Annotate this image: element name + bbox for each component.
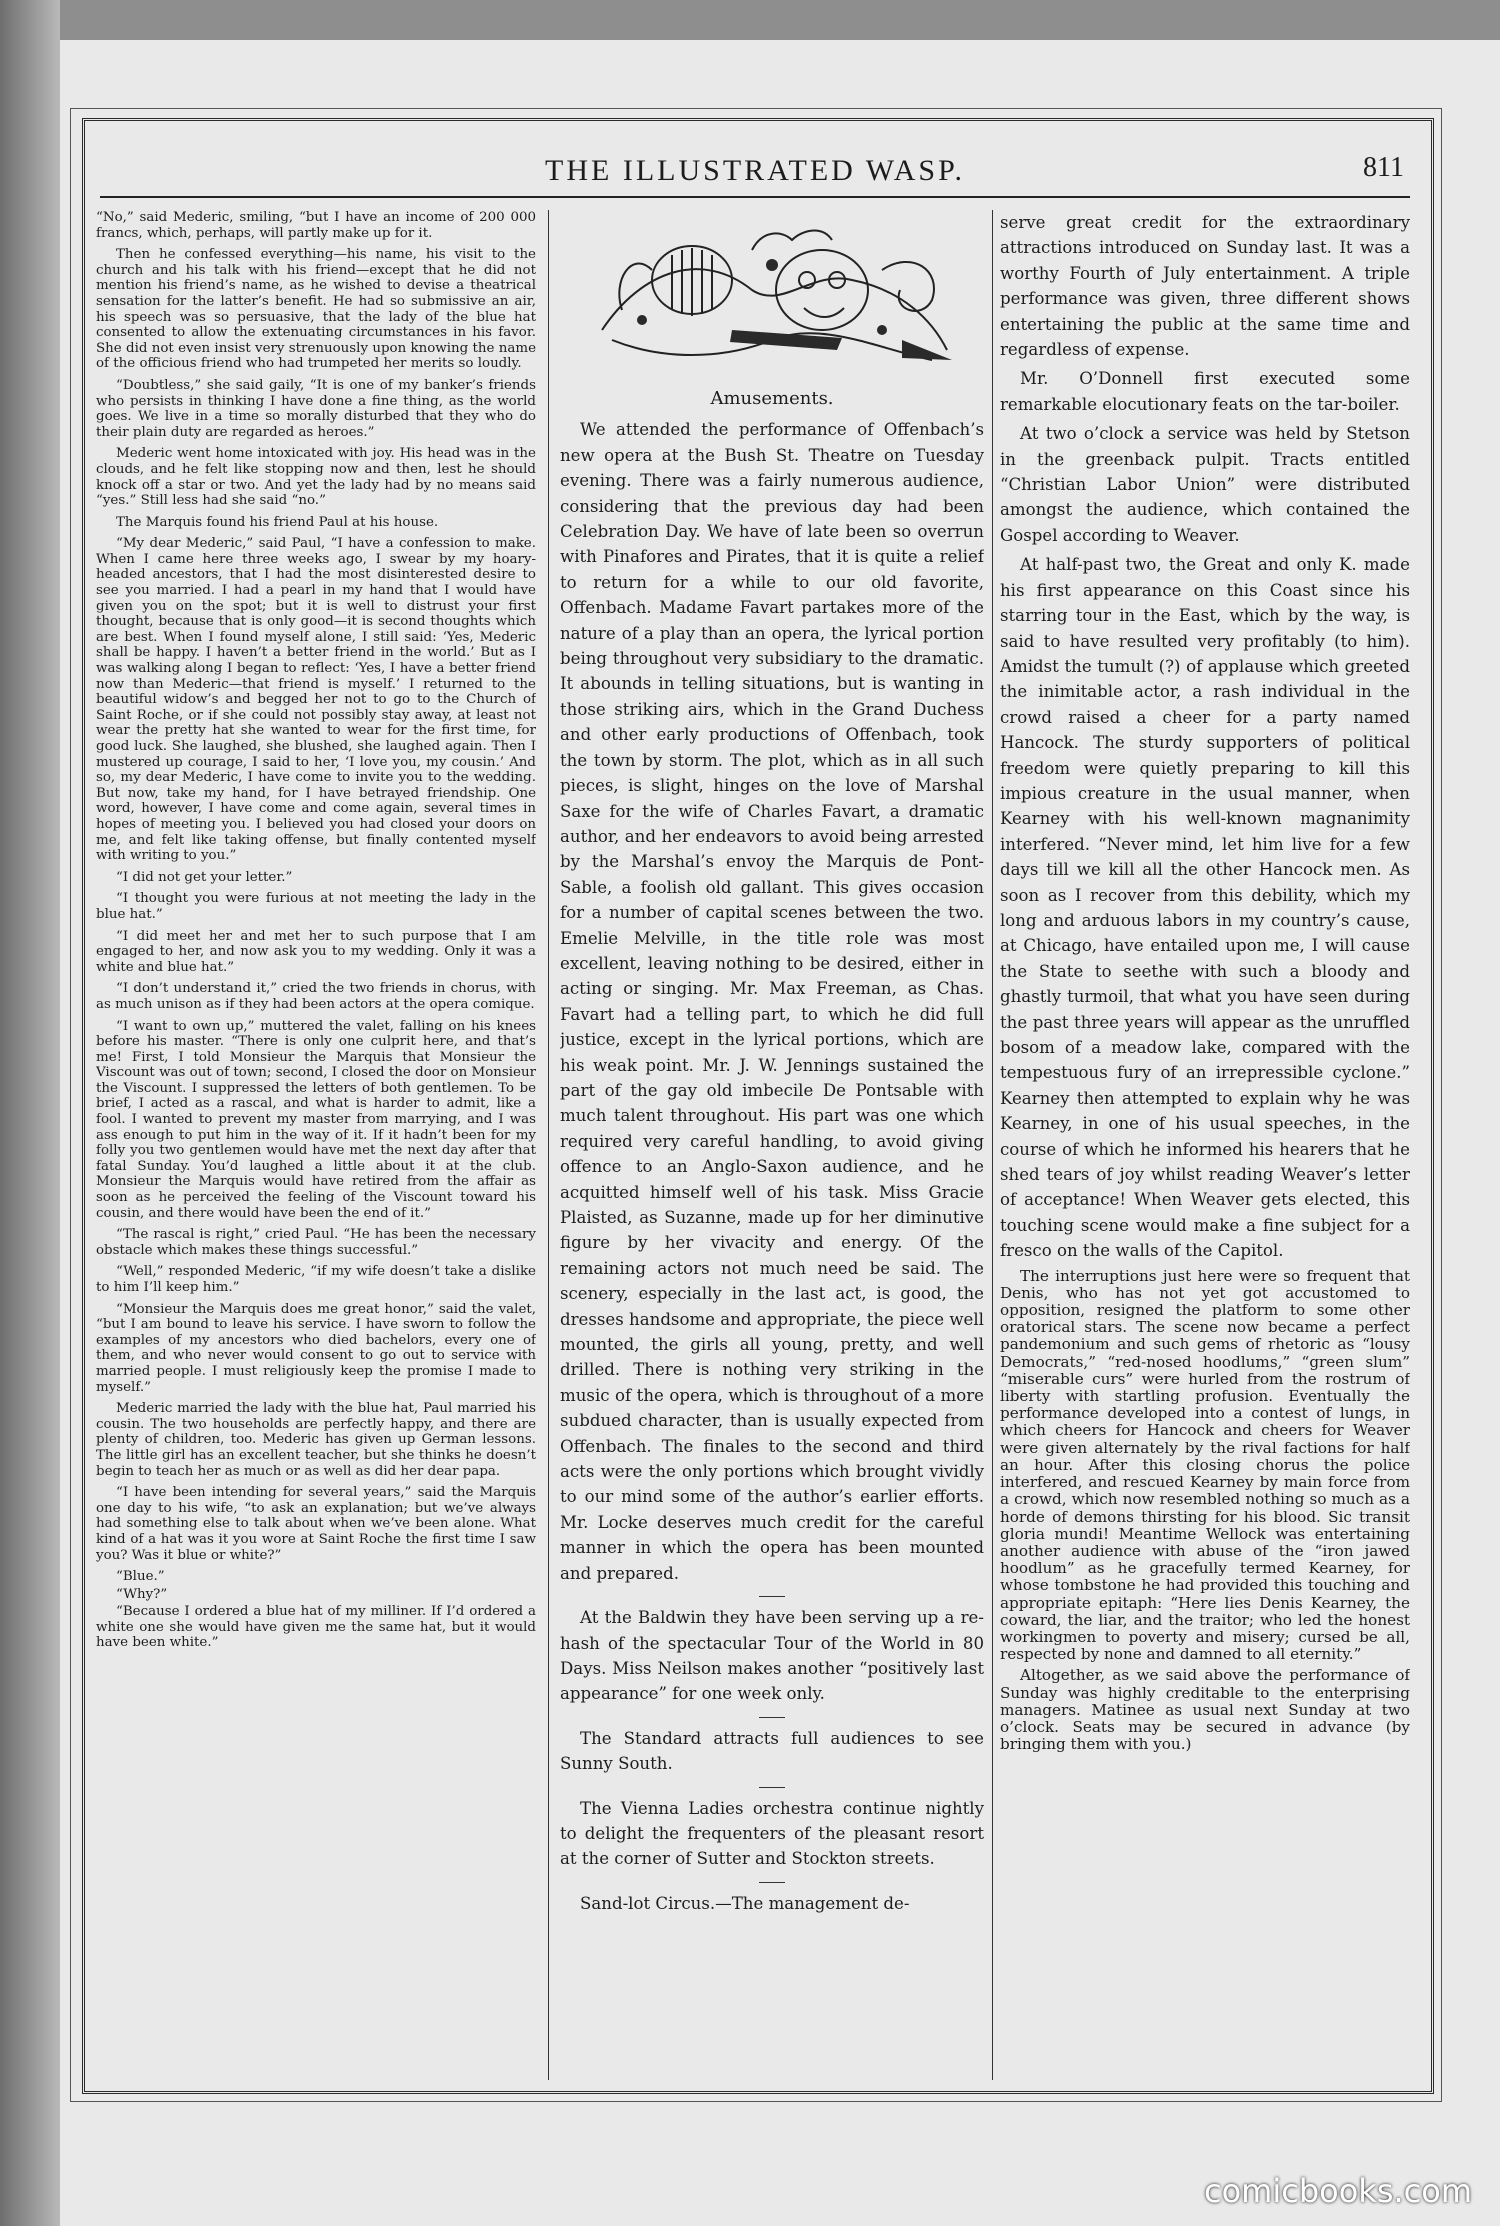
section-heading: Amusements.	[710, 388, 834, 409]
story-paragraph: “Blue.”	[116, 1569, 165, 1585]
story-column	[96, 210, 536, 2080]
story-paragraph: Mederic went home intoxicated with joy. His head was in the clouds, and he felt like stopping now and then, lest he should knock off a star or two. And yet the lady had by no means said “yes.” Still less had she said “no.”	[96, 446, 536, 509]
site-watermark: comicbooks.com	[1203, 2172, 1472, 2210]
story-paragraph: “Monsieur the Marquis does me great honor,” said the valet, “but I am bound to leave his service. I have sworn to follow the examples of my ancestors who died bachelors, every one of them, and who never would consent to go out to service with married people. I must religiously keep the promise I made to myself.”	[96, 1301, 536, 1395]
sandlot-paragraph: Mr. O’Donnell first executed some remarkable elocutionary feats on the tar-boiler.	[1000, 369, 1410, 414]
story-paragraph: “Well,” responded Mederic, “if my wife doesn’t take a dislike to him I’ll keep him.”	[96, 1264, 536, 1295]
sandlot-column	[1000, 210, 1410, 2080]
sandlot-paragraph: serve great credit for the extraordinary attractions introduced on Sunday last. It was a worthy Fourth of July entertainment. A triple performance was given, three different shows entertaining the public at the same time and regardless of expense.	[1000, 213, 1410, 360]
baldwin-paragraph: At the Baldwin they have been serving up a re-hash of the spectacular Tour of the World in 80 Days. Miss Neilson makes another “positively last appearance” for one week only.	[560, 1608, 984, 1704]
story-paragraph: “I did meet her and met her to such purpose that I am engaged to her, and now ask you to my wedding. Only it was a white and blue hat.”	[96, 928, 536, 975]
sandlot-paragraph: At half-past two, the Great and only K. made his first appearance on this Coast since his starring tour in the East, which by the way, is said to have resulted very profitably (to him). Amidst the tumult (?) of applause which greeted the inimitable actor, a rash individual in the crowd raised a cheer for a party named Hancock. The sturdy supporters of political freedom were quietly preparing to kill this impious creature in the usual manner, when Kearney with his well-known magnanimity interfered. “Never mind, let him live for a few days till we kill all the other Hancock men. As soon as I recover from this debility, which my long and arduous labors in my country’s cause, at Chicago, have entailed upon me, I will cause the State to seethe with such a bloody and ghastly turmoil, that what you have seen during the past three years will appear as the unruffled bosom of a meadow lake, compared with the tempestuous fury of an irrepressible cyclone.” Kearney then attempted to explain why he was Kearney, in one of his usual speeches, in the course of which he informed his hearers that he shed tears of joy whilst reading Weaver’s letter of acceptance! When Weaver gets elected, this touching scene would make a fine subject for a fresco on the walls of the Capitol.	[1000, 555, 1410, 1261]
standard-paragraph: The Standard attracts full audiences to see Sunny South.	[560, 1728, 984, 1774]
decorative-vignette	[582, 210, 962, 380]
section-separator	[759, 1787, 785, 1788]
publication-title: THE ILLUSTRATED WASP.	[545, 154, 965, 187]
story-paragraph: The Marquis found his friend Paul at his house.	[116, 514, 439, 530]
section-separator	[759, 1717, 785, 1718]
story-paragraph: Then he confessed everything—his name, his visit to the church and his talk with his friend—except that he did not mention his friend’s name, as he wished to devise a theatrical sensation for the latter’s benefit. He had so submissive an air, his speech was so persuasive, that the lady of the blue hat consented to allow the extenuating circumstances in his favor. She did not even insist very strenuously upon knowing the name of the officious friend who had trumpeted her merits so loudly.	[96, 247, 536, 372]
sandlot-lead: Sand-lot Circus.—The management de-	[580, 1893, 910, 1913]
sandlot-paragraph: At two o’clock a service was held by Stetson in the greenback pulpit. Tracts entitled “Christian Labor Union” were distributed amongst the audience, which contained the Gospel according to Weaver.	[1000, 424, 1410, 545]
amusements-column	[560, 210, 984, 2080]
story-paragraph: “I did not get your letter.”	[116, 869, 293, 885]
story-paragraph: Mederic married the lady with the blue hat, Paul married his cousin. The two households are perfectly happy, and there are plenty of children, too. Mederic has given up German lessons. The little girl has an excellent teacher, but she thinks he doesn’t begin to teach her as much or as well as did her dear papa.	[96, 1401, 536, 1479]
review-paragraph: We attended the performance of Offenbach’s new opera at the Bush St. Theatre on Tuesday evening. There was a fairly numerous audience, considering that the previous day had been Celebration Day. We have of late been so overrun with Pinafores and Pirates, that it is quite a relief to return for a while to our old favorite, Offenbach. Madame Favart partakes more of the nature of a play than an opera, the lyrical portion being throughout very subsidiary to the dramatic. It abounds in telling situations, but is wanting in those striking airs, which in the Grand Duchess and other early productions of Offenbach, took the town by storm. The plot, which as in all such pieces, is slight, hinges on the love of Marshal Saxe for the wife of Charles Favart, a dramatic author, and her endeavors to avoid being arrested by the Marshal’s envoy the Marquis de Pont-Sable, a foolish old gallant. This gives occasion for a number of capital scenes between the two. Emelie Melville, in the title role was most excellent, leaving nothing to be desired, either in acting or singing. Mr. Max Freeman, as Chas. Favart had a telling part, to which he did full justice, except in the lyrical portions, which are his weak point. Mr. J. W. Jennings sustained the part of the gay old imbecile De Pontsable with much talent throughout. His part was one which required very careful handling, to avoid giving offence to an Anglo-Saxon audience, and he acquitted himself well of his task. Miss Gracie Plaisted, as Suzanne, made up for her diminutive figure by her vivacity and energy. Of the remaining actors not much need be said. The scenery, especially in the last act, is good, the dresses handsome and appropriate, the piece well mounted, the girls all young, pretty, and well drilled. There is nothing very striking in the music of the opera, which is throughout of a more subdued character, than is usually expected from Offenbach. The finales to the second and third acts were the only portions which brought vividly to our mind some of the author’s earlier efforts. Mr. Locke deserves much credit for the careful manner in which the opera has been mounted and prepared.	[560, 420, 984, 1583]
section-separator	[759, 1596, 785, 1597]
story-paragraph: “I have been intending for several years,” said the Marquis one day to his wife, “to ask an explanation; but we’ve always had something else to talk about when we’ve been alone. What kind of a hat was it you wore at Saint Roche the first time I saw you? Was it blue or white?”	[96, 1485, 536, 1563]
story-paragraph: “Because I ordered a blue hat of my milliner. If I’d ordered a white one she would have given me the same hat, but it would have been white.”	[96, 1604, 536, 1651]
story-paragraph: “No,” said Mederic, smiling, “but I have an income of 200 000 francs, which, perhaps, will partly make up for it.	[96, 210, 536, 241]
binding-shadow	[0, 0, 60, 2226]
column-rule	[992, 210, 993, 2080]
masthead	[100, 150, 1410, 198]
column-rule	[548, 210, 549, 2080]
page-number: 811	[1363, 152, 1404, 183]
story-paragraph: “My dear Mederic,” said Paul, “I have a confession to make. When I came here three weeks ago, I swear by my hoary-headed ancestors, that I had the most disinterested desire to see you married. I had a pearl in my hand that I would have given you on the spot; but it is well to distrust your first thought, because that is only good—it is second thoughts which are best. When I found myself alone, I still said: ‘Yes, Mederic shall be happy. I haven’t a better friend in the world.’ But as I was walking along I began to reflect: ‘Yes, I have a better friend now than Mederic—that friend is myself.’ I returned to the beautiful widow’s and begged her not to go to the Church of Saint Roche, or if she could not possibly stay away, at least not wear the pretty hat she wanted to wear for the first time, for good luck. She laughed, she blushed, she laughed again. Then I mustered up courage, I said to her, ‘I love you, my cousin.’ And so, my dear Mederic, I have come to invite you to the wedding. But now, take my hand, for I have betrayed friendship. One word, however, I have come and come again, several times in hopes of meeting you. I believed you had closed your doors on me, and felt like taking offense, but finally contented myself with writing to you.”	[96, 536, 536, 864]
sandlot-paragraph: Altogether, as we said above the performance of Sunday was highly creditable to the enterprising managers. Matinee as usual next Sunday at two o’clock. Seats may be secured in advance (by bringing them with you.)	[1000, 1666, 1410, 1754]
vienna-paragraph: The Vienna Ladies orchestra continue nightly to delight the frequenters of the pleasant resort at the corner of Sutter and Stockton streets.	[560, 1798, 984, 1869]
story-paragraph: “Doubtless,” she said gaily, “It is one of my banker’s friends who persists in thinking I have done a fine thing, as the world goes. We live in a time so morally disturbed that they who do their plain duty are regarded as heroes.”	[96, 377, 536, 440]
section-separator	[759, 1882, 785, 1883]
story-paragraph: “Why?”	[116, 1586, 168, 1602]
story-paragraph: “I thought you were furious at not meeting the lady in the blue hat.”	[96, 891, 536, 922]
story-paragraph: “I want to own up,” muttered the valet, falling on his knees before his master. “There is only one culprit here, and that’s me! First, I told Monsieur the Marquis that Monsieur the Viscount was out of town; second, I closed the door on Monsieur the Viscount. I suppressed the letters of both gentlemen. To be brief, I acted as a rascal, and what is harder to admit, like a fool. I wanted to prevent my master from marrying, and I was ass enough to put him in the way of it. If it hadn’t been for my folly you two gentlemen would have met the next day after that fatal Sunday. You’d laughed a little about it at the club. Monsieur the Marquis would have retired from the affair as soon as he perceived the feeling of the Viscount toward his cousin, and there would have been the end of it.”	[96, 1018, 536, 1221]
story-paragraph: “I don’t understand it,” cried the two friends in chorus, with as much unison as if they had been actors at the opera comique.	[96, 981, 536, 1012]
sandlot-paragraph: The interruptions just here were so frequent that Denis, who has not yet got accustomed to opposition, resigned the platform to some other oratorical stars. The scene now became a perfect pandemonium and such gems of rhetoric as “lousy Democrats,” “red-nosed hoodlums,” “green slum” “miserable curs” were hurled from the rostrum of liberty with startling profusion. Eventually the performance developed into a contest of lungs, in which cheers for Hancock and cheers for Weaver were given alternately by the rival factions for half an hour. After this closing chorus the police interfered, and rescued Kearney by main force from a crowd, which now resembled nothing so much as a horde of demons thirsting for his blood. Sic transit gloria mundi! Meantime Wellock was entertaining another audience with abuse of the “iron jawed hoodlum” as he gracefully termed Kearney, for whose tombstone he had provided this touching and appropriate epitaph: “Here lies Denis Kearney, the coward, the liar, and the traitor; who led the honest workingmen to poverty and misery; cursed be all, respected by none and damned to all eternity.”	[1000, 1266, 1410, 1664]
story-paragraph: “The rascal is right,” cried Paul. “He has been the necessary obstacle which makes these things successful.”	[96, 1227, 536, 1258]
